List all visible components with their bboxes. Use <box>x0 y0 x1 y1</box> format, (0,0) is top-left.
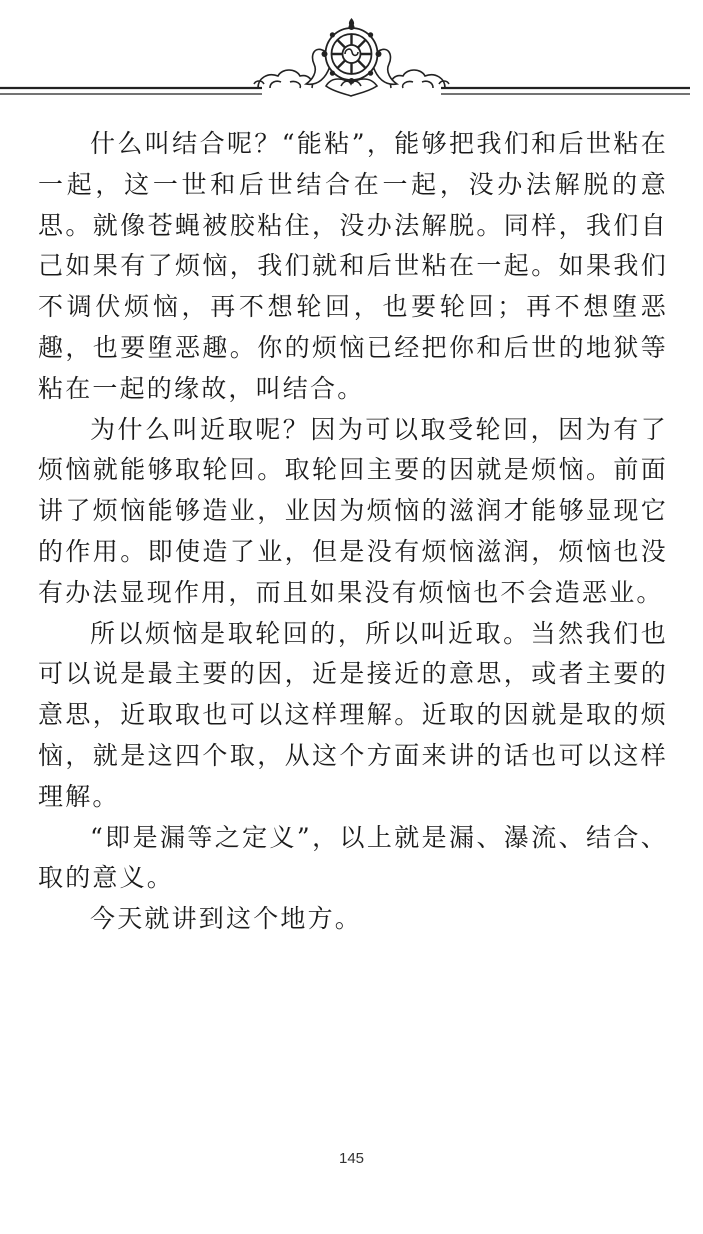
main-text <box>38 124 668 940</box>
paragraph: 为什么叫近取呢？因为可以取受轮回，因为有了烦恼就能够取轮回。取轮回主要的因就是烦恼。前面讲了烦恼能够造业，业因为烦恼的滋润才能够显现它的作用。即使造了业，但是没有烦恼滋润，烦恼也没有办法显现作用，而且如果没有烦恼也不会造恶业。 <box>38 414 668 607</box>
paragraph: 所以烦恼是取轮回的，所以叫近取。当然我们也可以说是最主要的因，近是接近的意思，或者主要的意思，近取取也可以这样理解。近取的因就是取的烦恼，就是这四个取，从这个方面来讲的话也可以这样理解。 <box>38 618 668 811</box>
paragraph: 什么叫结合呢？“能粘”，能够把我们和后世粘在一起，这一世和后世结合在一起，没办法解脱的意思。就像苍蝇被胶粘住，没办法解脱。同样，我们自己如果有了烦恼，我们就和后世粘在一起。如果我们不调伏烦恼，再不想轮回，也要轮回；再不想堕恶趣，也要堕恶趣。你的烦恼已经把你和后世的地狱等粘在一起的缘故，叫结合。 <box>38 129 668 403</box>
dharma-wheel-icon <box>0 0 703 110</box>
paragraph: “即是漏等之定义”，以上就是漏、瀑流、结合、取的意义。 <box>38 822 668 893</box>
page-number: 145 <box>338 1150 365 1167</box>
paragraph: 今天就讲到这个地方。 <box>90 904 363 934</box>
page-header-ornament <box>0 0 703 110</box>
